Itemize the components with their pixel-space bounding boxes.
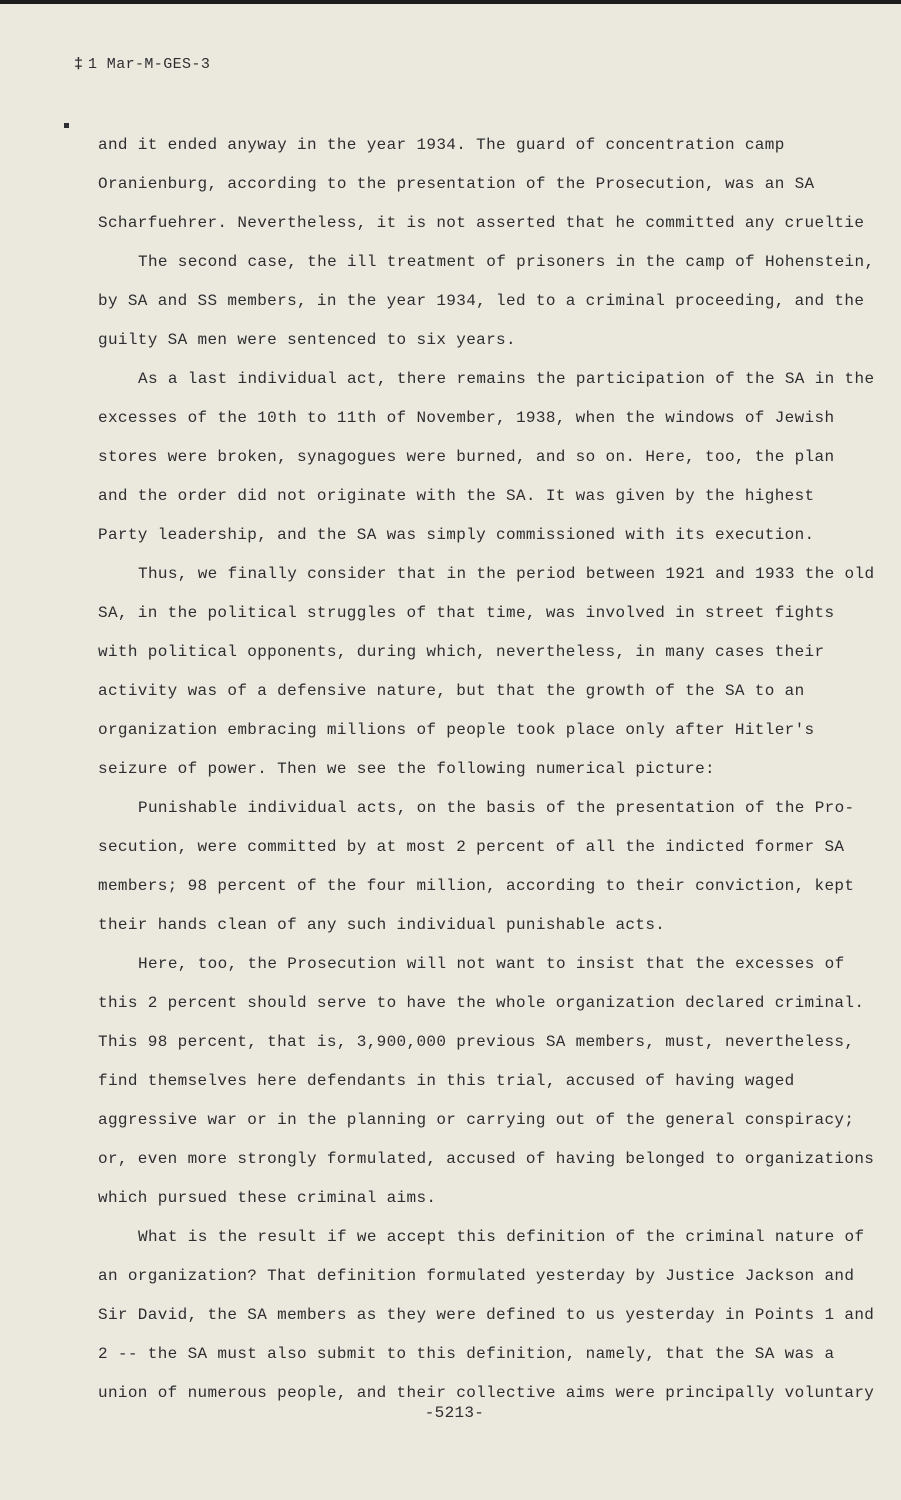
page-number: [0, 1404, 901, 1422]
text-line: find themselves here defendants in this trial, accused of having waged: [98, 1072, 795, 1090]
body-text: [98, 126, 875, 1413]
text-line: The second case, the ill treatment of prisoners in the camp of Hohenstein,: [138, 253, 875, 271]
text-line: Sir David, the SA members as they were defined to us yesterday in Points 1 and: [98, 1306, 875, 1324]
text-line: and the order did not originate with the SA. It was given by the highest: [98, 487, 815, 505]
text-line: Here, too, the Prosecution will not want to insist that the excesses of: [138, 955, 845, 973]
text-line: with political opponents, during which, nevertheless, in many cases their: [98, 643, 825, 661]
text-line: aggressive war or in the planning or carrying out of the general conspiracy;: [98, 1111, 855, 1129]
text-line: excesses of the 10th to 11th of November, 1938, when the windows of Jewish: [98, 409, 835, 427]
text-line: stores were broken, synagogues were burned, and so on. Here, too, the plan: [98, 448, 835, 466]
text-line: guilty SA men were sentenced to six years.: [98, 331, 516, 349]
text-line: and it ended anyway in the year 1934. The guard of concentration camp: [98, 136, 785, 154]
text-line: 2 -- the SA must also submit to this definition, namely, that the SA was a: [98, 1345, 835, 1363]
text-line: their hands clean of any such individual punishable acts.: [98, 916, 666, 934]
margin-mark: [64, 123, 69, 128]
page-header: [74, 56, 210, 73]
text-line: Party leadership, and the SA was simply commissioned with its execution.: [98, 526, 815, 544]
text-line: secution, were committed by at most 2 percent of all the indicted former SA: [98, 838, 845, 856]
text-line: union of numerous people, and their collective aims were principally voluntary: [98, 1384, 875, 1402]
text-line: seizure of power. Then we see the following numerical picture:: [98, 760, 715, 778]
document-reference: 1 Mar-M-GES-3: [88, 56, 211, 73]
page-top-edge: [0, 0, 901, 4]
text-line: This 98 percent, that is, 3,900,000 previous SA members, must, nevertheless,: [98, 1033, 855, 1051]
text-line: which pursued these criminal aims.: [98, 1189, 437, 1207]
text-line: Thus, we finally consider that in the period between 1921 and 1933 the old: [138, 565, 875, 583]
text-line: activity was of a defensive nature, but that the growth of the SA to an: [98, 682, 805, 700]
text-line: organization embracing millions of people took place only after Hitler's: [98, 721, 815, 739]
text-line: As a last individual act, there remains the participation of the SA in the: [138, 370, 875, 388]
text-line: or, even more strongly formulated, accused of having belonged to organizations: [98, 1150, 875, 1168]
text-line: by SA and SS members, in the year 1934, led to a criminal proceeding, and the: [98, 292, 865, 310]
text-line: SA, in the political struggles of that time, was involved in street fights: [98, 604, 835, 622]
text-line: Punishable individual acts, on the basis of the presentation of the Pro-: [138, 799, 855, 817]
text-line: Oranienburg, according to the presentation of the Prosecution, was an SA: [98, 175, 815, 193]
text-line: members; 98 percent of the four million, according to their conviction, kept: [98, 877, 855, 895]
text-line: Scharfuehrer. Nevertheless, it is not asserted that he committed any crueltie: [98, 214, 865, 232]
text-line: this 2 percent should serve to have the whole organization declared criminal.: [98, 994, 865, 1012]
text-line: an organization? That definition formulated yesterday by Justice Jackson and: [98, 1267, 855, 1285]
text-line: What is the result if we accept this definition of the criminal nature of: [138, 1228, 865, 1246]
page-number-text: -5213-: [424, 1404, 485, 1422]
header-mark: ‡: [74, 56, 84, 73]
